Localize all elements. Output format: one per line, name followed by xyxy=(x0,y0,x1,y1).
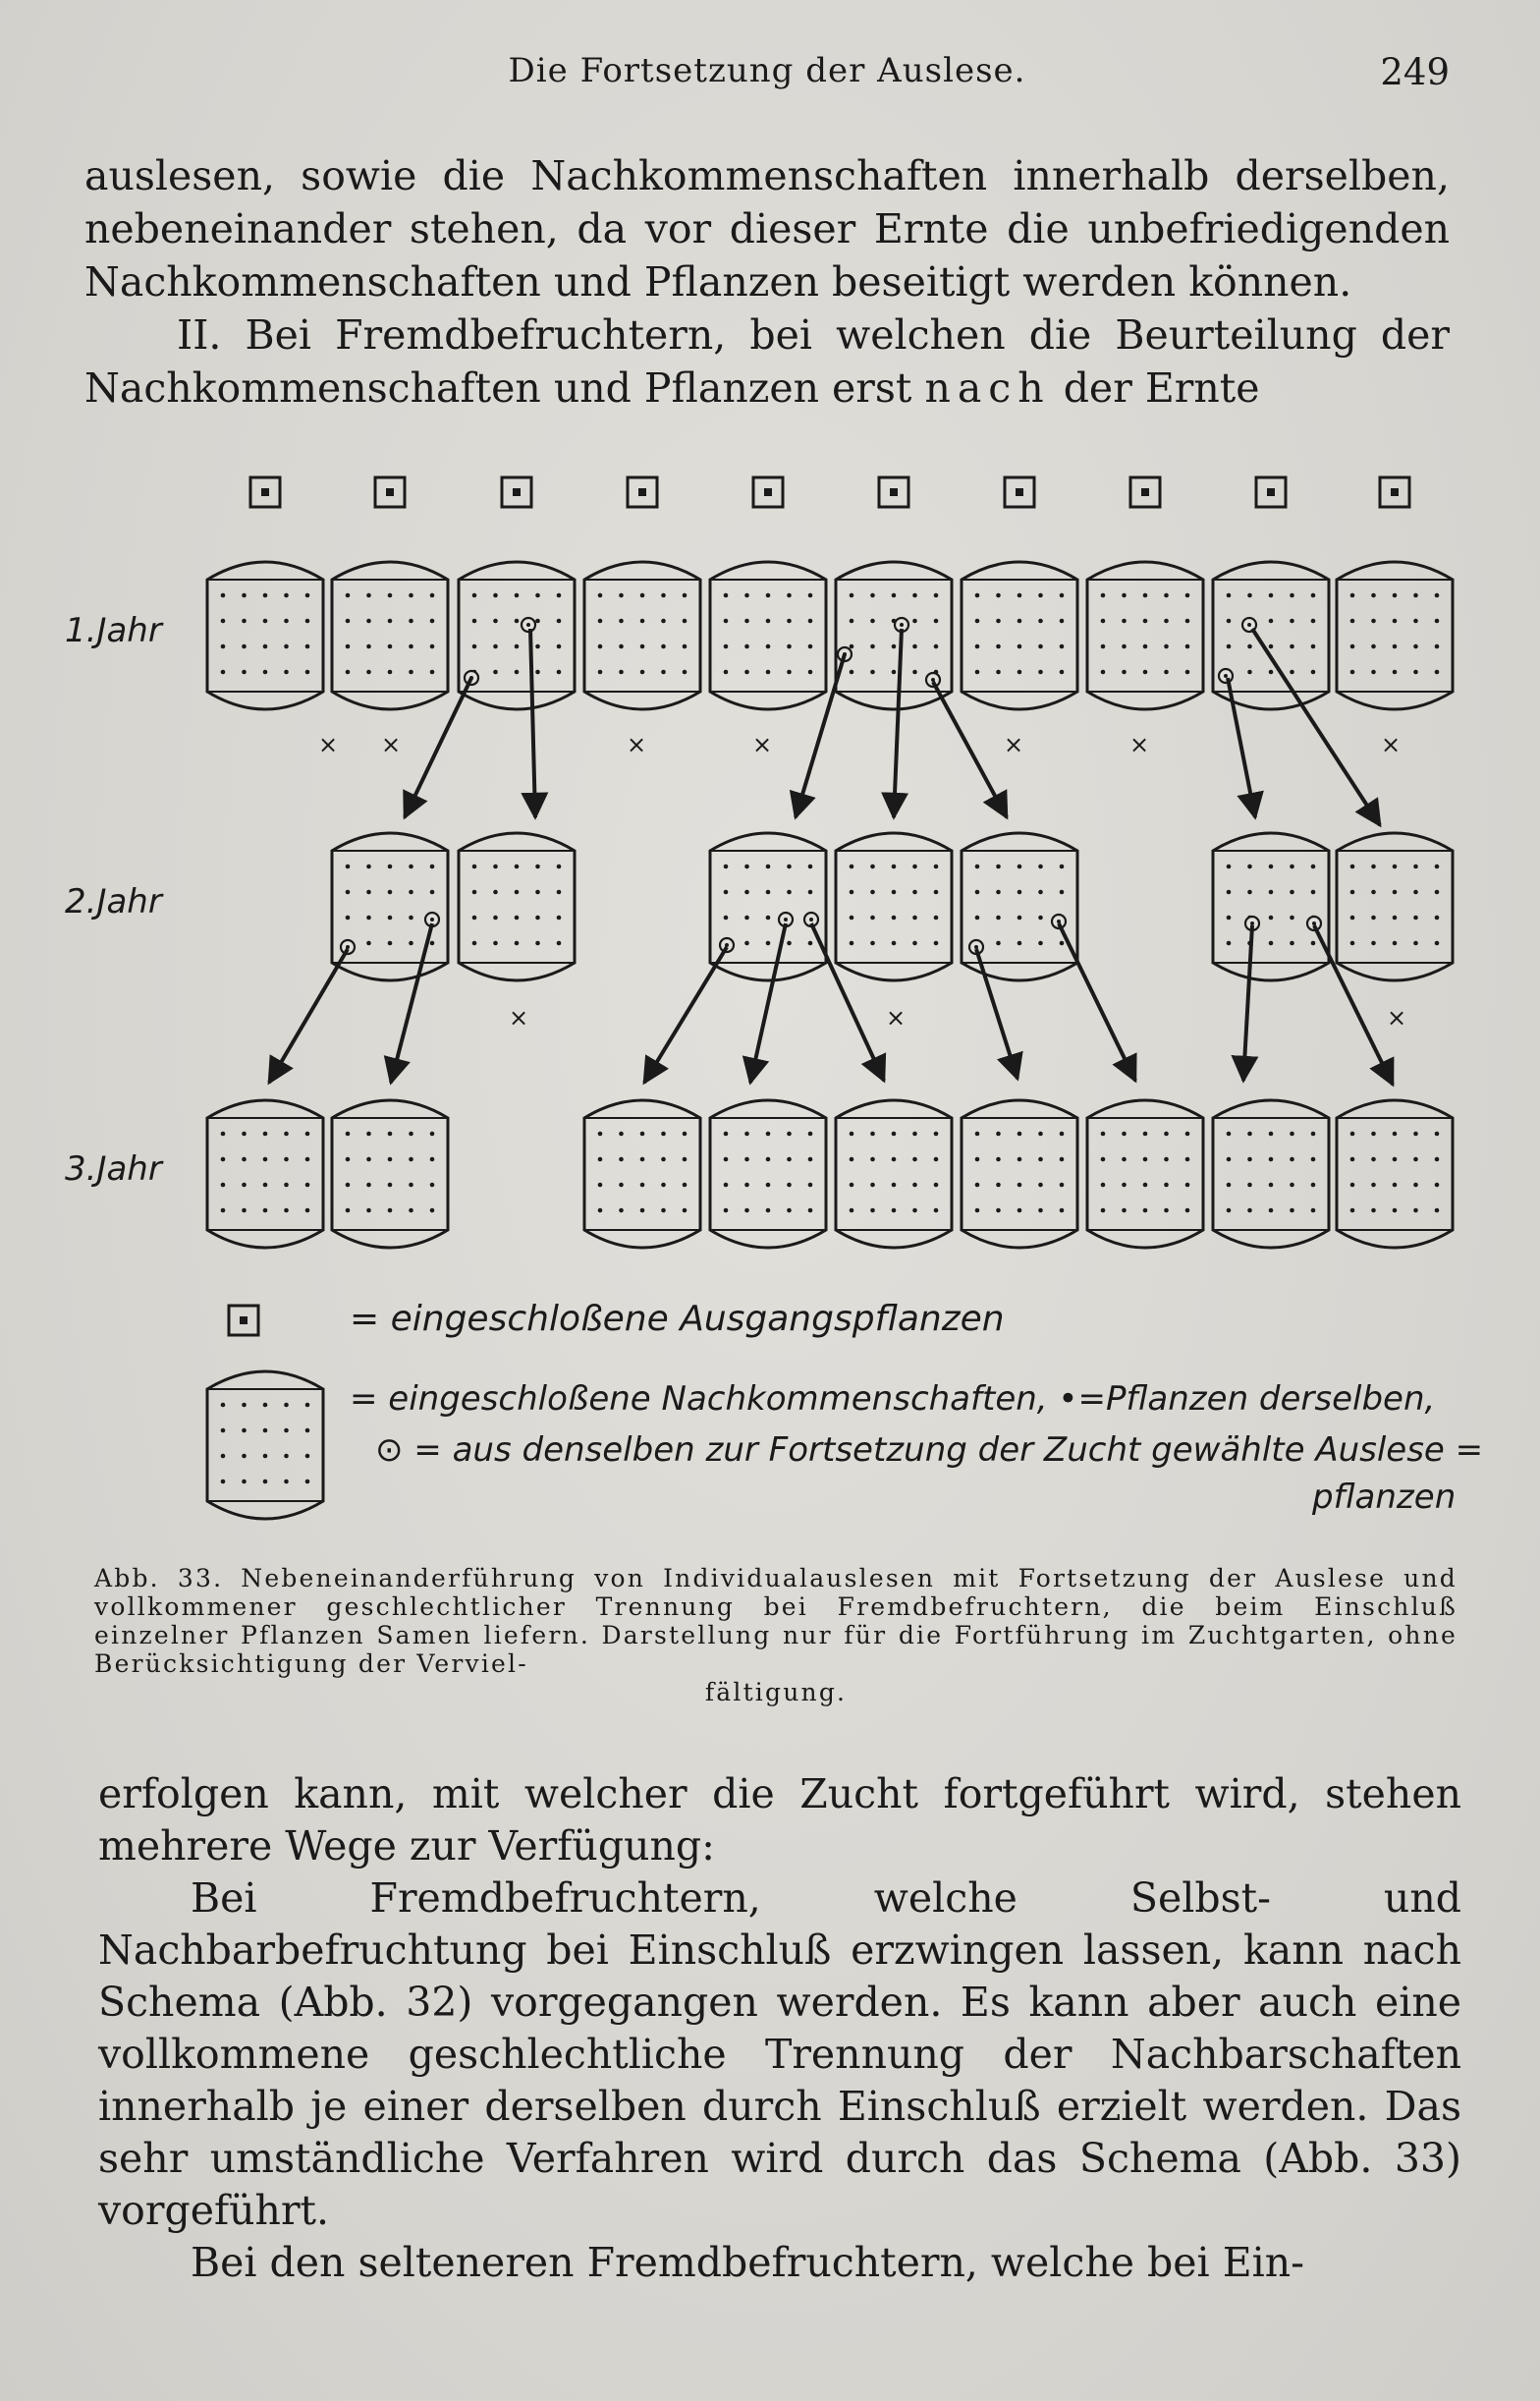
figure-caption xyxy=(94,1564,1458,1706)
selection-arrow xyxy=(1228,678,1255,817)
cross-marks xyxy=(318,731,1406,1032)
caption-text: Abb. 33. Nebeneinanderführung von Individualauslesen mit Fortsetzung der Auslese und vollkommener geschlechtlicher Trennung bei Fremdbefruchtern, die beim Einschluß einzelner Pflanzen Samen liefern. Darstellung nur für die Fortführung im Zuchtgarten, ohne Berücksichtigung der Verviel- xyxy=(94,1564,1458,1678)
progeny-box xyxy=(1337,1100,1453,1248)
progeny-box xyxy=(332,562,448,709)
paragraph-ii-text: II. Bei Fremdbefruchtern, bei welchen die Beurteilung der Nachkommenschaften und Pflanzen erst xyxy=(84,311,1450,412)
legend-shapes xyxy=(207,1306,323,1519)
running-head xyxy=(84,51,1450,100)
paragraph-ii-end: der Ernte xyxy=(1050,364,1260,412)
progeny-box xyxy=(207,562,323,709)
cross-mark: × xyxy=(626,731,647,758)
progeny-box xyxy=(332,1100,448,1248)
progeny-box xyxy=(332,833,448,980)
row-label-year-3: 3.Jahr xyxy=(65,1149,162,1189)
start-plant-square xyxy=(1005,477,1034,507)
selected-plant-marker xyxy=(522,618,535,632)
legend-selected-plants: ⊙ = aus denselben zur Fortsetzung der Zucht gewählte Auslese = xyxy=(375,1430,1484,1470)
start-plants-row xyxy=(250,477,1409,507)
cross-mark: × xyxy=(1386,1004,1407,1032)
cross-mark: × xyxy=(317,731,339,758)
selection-arrow xyxy=(976,949,1018,1079)
progeny-box xyxy=(1213,833,1329,980)
cross-mark: × xyxy=(1128,731,1150,758)
legend-plants-word: pflanzen xyxy=(1312,1478,1457,1517)
progeny-box xyxy=(836,1100,952,1248)
bottom-text-block xyxy=(98,1768,1461,2289)
spaced-word: nach xyxy=(924,364,1051,412)
page-number: 249 xyxy=(1380,51,1450,93)
progeny-box xyxy=(1087,562,1203,709)
selection-arrow xyxy=(750,923,786,1083)
cross-mark: × xyxy=(1380,731,1402,758)
start-plant-square xyxy=(250,477,280,507)
legend-start-plants: = eingeschloßene Ausgangspflanzen xyxy=(350,1299,1005,1339)
progeny-box xyxy=(459,833,575,980)
paragraph: auslesen, sowie die Nachkommenschaften innerhalb derselben, nebeneinander stehen, da vor dieser Ernte die unbefriedigenden Nachkommenschaften und Pflanzen beseitigt werden können. xyxy=(84,152,1450,306)
progeny-box xyxy=(584,562,700,709)
selection-arrow xyxy=(1252,629,1380,825)
start-plant-square xyxy=(1256,477,1286,507)
row-label-year-2: 2.Jahr xyxy=(65,882,162,921)
legend-square-icon xyxy=(229,1306,258,1335)
start-plant-square xyxy=(375,477,405,507)
progeny-box xyxy=(1087,1100,1203,1248)
progeny-box xyxy=(1213,1100,1329,1248)
progeny-box xyxy=(207,1100,323,1248)
progeny-box xyxy=(710,562,826,709)
start-plant-square xyxy=(1130,477,1160,507)
start-plant-square xyxy=(502,477,531,507)
paragraph: erfolgen kann, mit welcher die Zucht fortgeführt wird, stehen mehrere Wege zur Verfügung: xyxy=(98,1770,1461,1870)
legend-box-icon xyxy=(207,1371,323,1519)
start-plant-square xyxy=(1380,477,1409,507)
paragraph: Bei Fremdbefruchtern, welche Selbst- und Nachbarbefruchtung bei Einschluß erzwingen lassen, kann nach Schema (Abb. 32) vorgegangen werden. Es kann aber auch eine vollkommene geschlechtliche Trennung der Nachbarschaften innerhalb je einer derselben durch Einschluß erzielt werden. Das sehr umständliche Verfahren wird durch das Schema (Abb. 33) vorgeführt. xyxy=(98,1874,1461,2234)
top-text-block xyxy=(84,149,1450,415)
selection-arrow xyxy=(644,947,727,1083)
paragraph-ii xyxy=(84,308,1450,415)
selection-arrow xyxy=(1059,923,1135,1081)
selection-arrow xyxy=(796,654,845,817)
progeny-box xyxy=(1337,833,1453,980)
progeny-box xyxy=(836,833,952,980)
progeny-box xyxy=(710,833,826,980)
cross-mark: × xyxy=(1003,731,1024,758)
caption-last-line: fältigung. xyxy=(704,1678,848,1706)
start-plant-square xyxy=(753,477,783,507)
cross-mark: × xyxy=(751,731,773,758)
start-plant-square xyxy=(879,477,908,507)
selected-plant-marker xyxy=(1219,669,1233,683)
selection-arrow xyxy=(811,923,884,1081)
running-title: Die Fortsetzung der Auslese. xyxy=(508,51,1026,90)
cross-mark: × xyxy=(380,731,402,758)
selection-arrow xyxy=(269,949,348,1083)
selection-arrow xyxy=(933,682,1007,817)
selection-arrow xyxy=(391,923,432,1083)
paragraph: Bei den selteneren Fremdbefruchtern, welche bei Ein- xyxy=(191,2239,1305,2286)
selection-arrow xyxy=(530,629,535,817)
row-label-year-1: 1.Jahr xyxy=(65,611,162,650)
progeny-box xyxy=(962,1100,1077,1248)
progeny-box xyxy=(710,1100,826,1248)
progeny-box xyxy=(1337,562,1453,709)
start-plant-square xyxy=(628,477,657,507)
progeny-box xyxy=(962,562,1077,709)
progeny-box xyxy=(459,562,575,709)
cross-mark: × xyxy=(885,1004,907,1032)
legend-progenies: = eingeschloßene Nachkommenschaften, •=Pflanzen derselben, xyxy=(350,1379,1436,1419)
selection-arrow xyxy=(894,629,902,817)
selection-arrow xyxy=(1243,925,1252,1081)
selection-arrow xyxy=(405,678,471,817)
cross-mark: × xyxy=(508,1004,529,1032)
progeny-boxes xyxy=(207,562,1453,1248)
progeny-box xyxy=(584,1100,700,1248)
selection-arrow xyxy=(1314,925,1393,1085)
